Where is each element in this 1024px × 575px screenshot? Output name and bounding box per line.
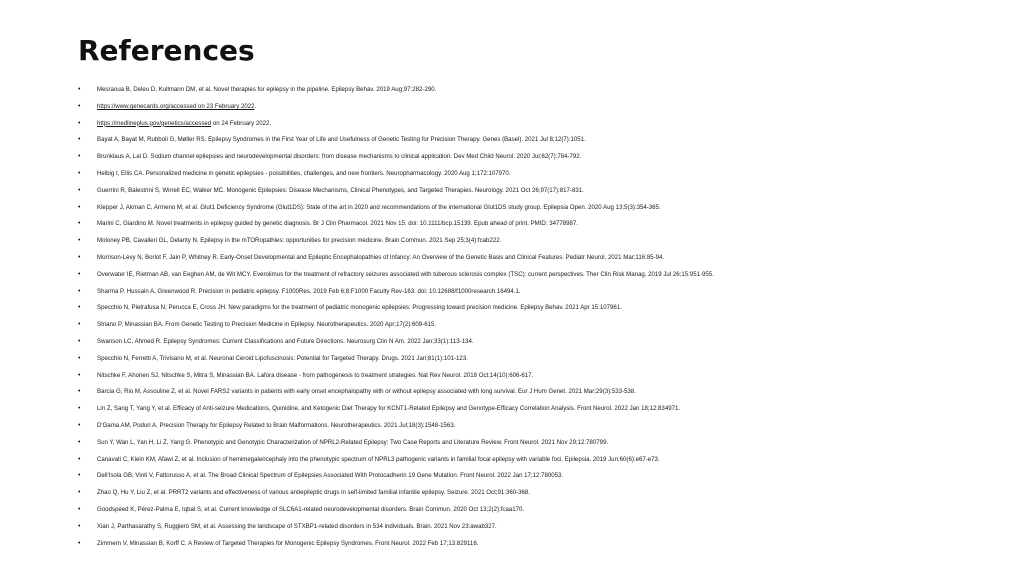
bullet-icon: • <box>78 287 81 295</box>
reference-item <box>78 216 998 233</box>
reference-item <box>78 267 998 284</box>
reference-item <box>78 351 998 368</box>
reference-text: Helbig I, Ellis CA. Personalized medicine in genetic epilepsies - possibilities, challenges, and new frontiers. Neuropharmacology. 2020 Aug 1;172:107970. <box>97 169 511 177</box>
reference-item <box>78 519 998 536</box>
bullet-icon: • <box>78 203 81 211</box>
reference-item <box>78 82 998 99</box>
reference-item <box>78 502 998 519</box>
reference-item <box>78 233 998 250</box>
reference-text: Klepper J, Akman C, Armeno M, et al. Glut1 Deficiency Syndrome (Glut1DS): State of the art in 2020 and recommendations of the international Glut1DS study group. Epilepsia Open. 2020 Aug 13;5(3):354-365. <box>97 203 661 211</box>
bullet-icon: • <box>78 186 81 194</box>
reference-item <box>78 368 998 385</box>
reference-text: Morrison-Levy N, Borlot F, Jain P, Whitney R. Early-Onset Developmental and Epileptic Encephalopathies of Infancy: An Overview of the Genetic Basis and Clinical Features. Pediatr Neurol. 2021 Mar;116:85-94. <box>97 253 665 261</box>
reference-text: Specchio N, Ferretti A, Trivisano M, et al. Neuronal Ceroid Lipofuscinosis: Potential for Targeted Therapy. Drugs. 2021 Jan;81(1):101-123. <box>97 354 468 362</box>
reference-text: Striano P, Minassian BA. From Genetic Testing to Precision Medicine in Epilepsy. Neurotherapeutics. 2020 Apr;17(2):609-615. <box>97 321 437 329</box>
bullet-icon: • <box>78 438 81 446</box>
reference-text: Zimmern V, Minassian B, Korff C. A Review of Targeted Therapies for Monogenic Epilepsy Syndromes. Front Neurol. 2022 Feb 17;13:829116. <box>97 539 479 547</box>
reference-text: Brunklaus A, Lal D. Sodium channel epilepsies and neurodevelopmental disorders: from disease mechanisms to clinical application. Dev Med Child Neurol. 2020 Jul;62(7):784-792. <box>97 153 582 161</box>
reference-text: Xian J, Parthasarathy S, Ruggiero SM, et al. Assessing the landscape of STXBP1-related disorders in 534 individuals. Brain. 2021 Nov 23:awab327. <box>97 522 497 530</box>
bullet-icon: • <box>78 220 81 228</box>
bullet-icon: • <box>78 522 81 530</box>
bullet-icon: • <box>78 455 81 463</box>
bullet-icon: • <box>78 337 81 345</box>
bullet-icon: • <box>78 86 81 93</box>
reference-text: Barcia G, Rio M, Assouline Z, et al. Novel FARS2 variants in patients with early onset encephalopathy with or without epilepsy associated with long survival. Eur J Hum Genet. 2021 Mar;29(3):533-538. <box>97 388 636 396</box>
reference-item <box>78 149 998 166</box>
reference-item <box>78 284 998 301</box>
reference-item <box>78 401 998 418</box>
bullet-icon: • <box>78 270 81 278</box>
bullet-icon: • <box>78 119 81 127</box>
bullet-icon: • <box>78 421 81 429</box>
reference-link[interactable]: https://medlineplus.gov/genetics/accessed <box>97 119 212 127</box>
reference-text: Specchio N, Pietrafusa N, Perucca E, Cross JH. New paradigms for the treatment of pediatric monogenic epilepsies: Progressing toward precision medicine. Epilepsy Behav. 2021 Apr 15:107961. <box>97 304 622 312</box>
reference-text: Lin Z, Sang T, Yang Y, et al. Efficacy of Anti-seizure Medications, Quinidine, and Ketogenic Diet Therapy for KCNT1-Related Epilepsy and Genotype-Efficacy Correlation Analysis. Front Neurol. 2022 Jan 18;12:834971. <box>97 405 681 413</box>
reference-item <box>78 468 998 485</box>
reference-item <box>78 116 998 133</box>
bullet-icon: • <box>78 405 81 413</box>
reference-item <box>78 183 998 200</box>
bullet-icon: • <box>78 388 81 396</box>
reference-item <box>78 536 998 553</box>
reference-text: Sharma P, Hussain A, Greenwood R. Precision in pediatric epilepsy. F1000Res. 2019 Feb 6;8:F1000 Faculty Rev-163. doi: 10.12688/f1000research.16494.1. <box>97 287 521 295</box>
reference-text: Bayat A, Bayat M, Rubboli G, Møller RS. Epilepsy Syndromes in the First Year of Life and Usefulness of Genetic Testing for Precision Therapy. Genes (Basel). 2021 Jul 8;12(7):1051. <box>97 136 586 144</box>
reference-item <box>78 317 998 334</box>
bullet-icon: • <box>78 136 81 144</box>
bullet-icon: • <box>78 354 81 362</box>
reference-item <box>78 452 998 469</box>
reference-text: Marini C, Giardino M. Novel treatments in epilepsy guided by genetic diagnosis. Br J Clin Pharmacol. 2021 Nov 15. doi: 10.1111/bcp.15139. Epub ahead of print. PMID: 34778987. <box>97 220 579 228</box>
reference-text: Mesraoua B, Deleu D, Kullmann DM, et al. Novel therapies for epilepsy in the pipeline. Epilepsy Behav. 2019 Aug;97:282-290. <box>97 86 437 93</box>
reference-text: Dell'Isola GB, Vinti V, Fattorusso A, et al. The Broad Clinical Spectrum of Epilepsies Associated With Protocadherin 19 Gene Mutation. Front Neurol. 2022 Jan 17;12:780053. <box>97 472 564 480</box>
reference-item <box>78 384 998 401</box>
bullet-icon: • <box>78 253 81 261</box>
bullet-icon: • <box>78 539 81 547</box>
reference-text: Overwater IE, Rietman AB, van Eeghen AM, de Wit MCY. Everolimus for the treatment of refractory seizures associated with tuberous sclerosis complex (TSC): current perspectives. Ther Clin Risk Manag. 2019 Jul 26;15:951-955. <box>97 270 714 278</box>
reference-text: Swanson LC, Ahmed R. Epilepsy Syndromes: Current Classifications and Future Directions. Neurosurg Clin N Am. 2022 Jan;33(1):113-134. <box>97 337 474 345</box>
bullet-icon: • <box>78 237 81 245</box>
bullet-icon: • <box>78 505 81 513</box>
bullet-icon: • <box>78 169 81 177</box>
bullet-icon: • <box>78 153 81 161</box>
reference-item <box>78 435 998 452</box>
reference-text: Guerrini R, Balestrini S, Wirrell EC, Walker MC. Monogenic Epilepsies: Disease Mechanisms, Clinical Phenotypes, and Targeted Therapies. Neurology. 2021 Oct 26;97(17):817-831. <box>97 186 584 194</box>
bullet-icon: • <box>78 321 81 329</box>
reference-item <box>78 250 998 267</box>
reference-text: Moloney PB, Cavalleri GL, Delanty N. Epilepsy in the mTORopathies: opportunities for precision medicine. Brain Commun. 2021 Sep 25;3(4):fcab222. <box>97 237 502 245</box>
reference-list <box>78 82 998 552</box>
reference-item <box>78 485 998 502</box>
bullet-icon: • <box>78 371 81 379</box>
reference-text: on 24 February 2022. <box>211 119 272 127</box>
bullet-icon: • <box>78 472 81 480</box>
reference-text: Sun Y, Wan L, Yan H, Li Z, Yang G. Phenotypic and Genotypic Characterization of NPRL2-Related Epilepsy: Two Case Reports and Literature Review. Front Neurol. 2021 Nov 29;12:780799. <box>97 438 609 446</box>
bullet-icon: • <box>78 304 81 312</box>
reference-link[interactable]: https://www.genecards.org/accessed on 23 February 2022 <box>97 102 255 110</box>
reference-text: Nitschke F, Ahonen SJ, Nitschke S, Mitra S, Minassian BA. Lafora disease - from pathogenesis to treatment strategies. Nat Rev Neurol. 2018 Oct;14(10):606-617. <box>97 371 534 379</box>
bullet-icon: • <box>78 102 81 110</box>
slide-title: References <box>78 34 255 67</box>
reference-item <box>78 418 998 435</box>
reference-text: . <box>254 102 257 110</box>
reference-item <box>78 99 998 116</box>
reference-item <box>78 166 998 183</box>
reference-text: Zhao Q, Hu Y, Liu Z, et al. PRRT2 variants and effectiveness of various antiepileptic drugs in self-limited familial infantile epilepsy. Seizure. 2021 Oct;91:360-368. <box>97 489 530 497</box>
bullet-icon: • <box>78 489 81 497</box>
reference-text: Goodspeed K, Pérez-Palma E, Iqbal S, et al. Current knowledge of SLC6A1-related neurodevelopmental disorders. Brain Commun. 2020 Oct 13;2(2):fcaa170. <box>97 505 525 513</box>
reference-item <box>78 300 998 317</box>
reference-item <box>78 132 998 149</box>
reference-text: Canavati C, Klein KM, Afawi Z, et al. Inclusion of hemimegalencephaly into the phenotypic spectrum of NPRL3 pathogenic variants in familial focal epilepsy with variable foci. Epilepsia. 2019 Jun;60(6):e67-e73. <box>97 455 660 463</box>
reference-item <box>78 200 998 217</box>
reference-text: D'Gama AM, Poduri A. Precision Therapy for Epilepsy Related to Brain Malformations. Neurotherapeutics. 2021 Jul;18(3):1548-1563. <box>97 421 456 429</box>
reference-item <box>78 334 998 351</box>
